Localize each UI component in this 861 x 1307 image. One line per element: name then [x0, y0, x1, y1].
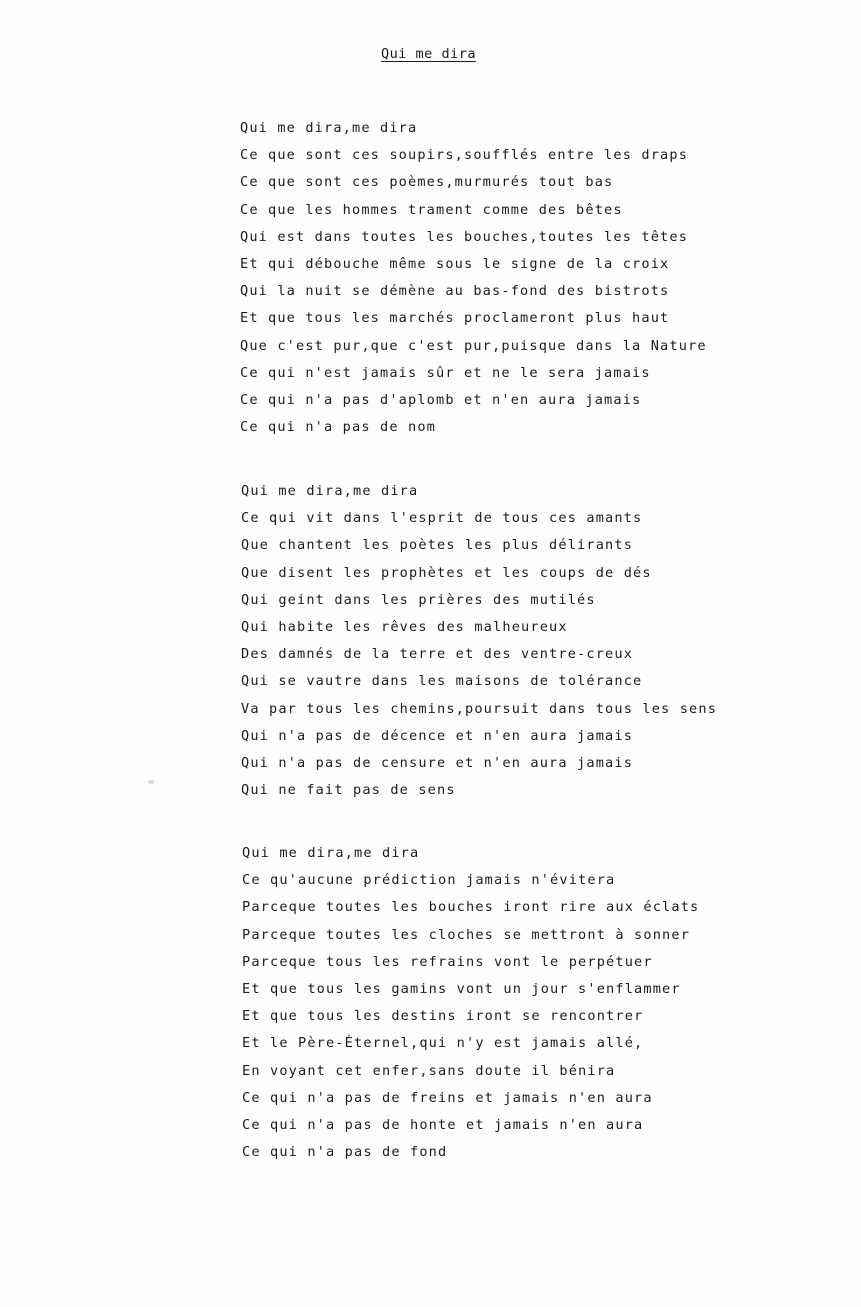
- poem-line: Ce qui n'est jamais sûr et ne le sera jamais: [240, 364, 651, 381]
- poem-line: Qui se vautre dans les maisons de tolérance: [241, 673, 643, 690]
- poem-line: Des damnés de la terre et des ventre-creux: [241, 646, 634, 663]
- poem-line: Que disent les prophètes et les coups de dés: [241, 564, 652, 581]
- poem-line: Que c'est pur,que c'est pur,puisque dans la Nature: [240, 337, 707, 354]
- poem-line: Et que tous les gamins vont un jour s'enflammer: [242, 980, 681, 997]
- poem-line: Ce qu'aucune prédiction jamais n'évitera: [242, 872, 616, 889]
- poem-line: Ce que les hommes trament comme des bêtes: [240, 201, 623, 218]
- poem-line: Qui ne fait pas de sens: [241, 782, 456, 799]
- poem-line: Et qui débouche même sous le signe de la croix: [240, 255, 670, 272]
- poem-line: Qui habite les rêves des malheureux: [241, 618, 568, 635]
- poem-line: En voyant cet enfer,sans doute il bénira: [242, 1062, 616, 1079]
- poem-line: Ce que sont ces poèmes,murmurés tout bas: [240, 174, 614, 191]
- stanza-1: [240, 115, 707, 441]
- poem-line: Parceque tous les refrains vont le perpétuer: [242, 953, 653, 970]
- poem-line: Qui n'a pas de décence et n'en aura jamais: [241, 727, 634, 744]
- poem-line: Ce qui n'a pas de nom: [240, 419, 437, 436]
- poem-line: Qui me dira,me dira: [242, 845, 420, 861]
- poem-line: Ce qui n'a pas de honte et jamais n'en aura: [242, 1116, 644, 1133]
- poem-line: Ce qui vit dans l'esprit de tous ces amants: [241, 510, 643, 527]
- poem-line: Ce que sont ces soupirs,soufflés entre les draps: [240, 147, 689, 164]
- poem-line: Qui la nuit se démène au bas-fond des bistrots: [240, 283, 670, 300]
- poem-line: Et le Père-Éternel,qui n'y est jamais allé,: [242, 1035, 644, 1052]
- poem-line: Qui me dira,me dira: [241, 483, 419, 499]
- poem-line: Qui n'a pas de censure et n'en aura jamais: [241, 754, 634, 771]
- poem-line: Va par tous les chemins,poursuit dans tous les sens: [241, 700, 718, 717]
- poem-line: Et que tous les marchés proclameront plus haut: [240, 310, 670, 327]
- poem-line: Qui est dans toutes les bouches,toutes les têtes: [240, 228, 689, 245]
- stanza-2: [241, 478, 717, 804]
- poem-line: Ce qui n'a pas de freins et jamais n'en aura: [242, 1089, 653, 1106]
- poem-line: Parceque toutes les bouches iront rire aux éclats: [242, 899, 700, 916]
- stanza-3: [242, 840, 699, 1166]
- poem-line: Que chantent les poètes les plus délirants: [241, 537, 634, 554]
- poem-line: Qui me dira,me dira: [240, 120, 418, 136]
- poem-line: Parceque toutes les cloches se mettront à sonner: [242, 926, 691, 943]
- poem-line: Ce qui n'a pas d'aplomb et n'en aura jamais: [240, 391, 642, 408]
- poem-line: Qui geint dans les prières des mutilés: [241, 591, 596, 608]
- poem-line: Ce qui n'a pas de fond: [242, 1144, 448, 1161]
- poem-title: Qui me dira: [381, 46, 476, 62]
- poem-line: Et que tous les destins iront se rencontrer: [242, 1008, 644, 1025]
- paper-speck: [148, 780, 154, 784]
